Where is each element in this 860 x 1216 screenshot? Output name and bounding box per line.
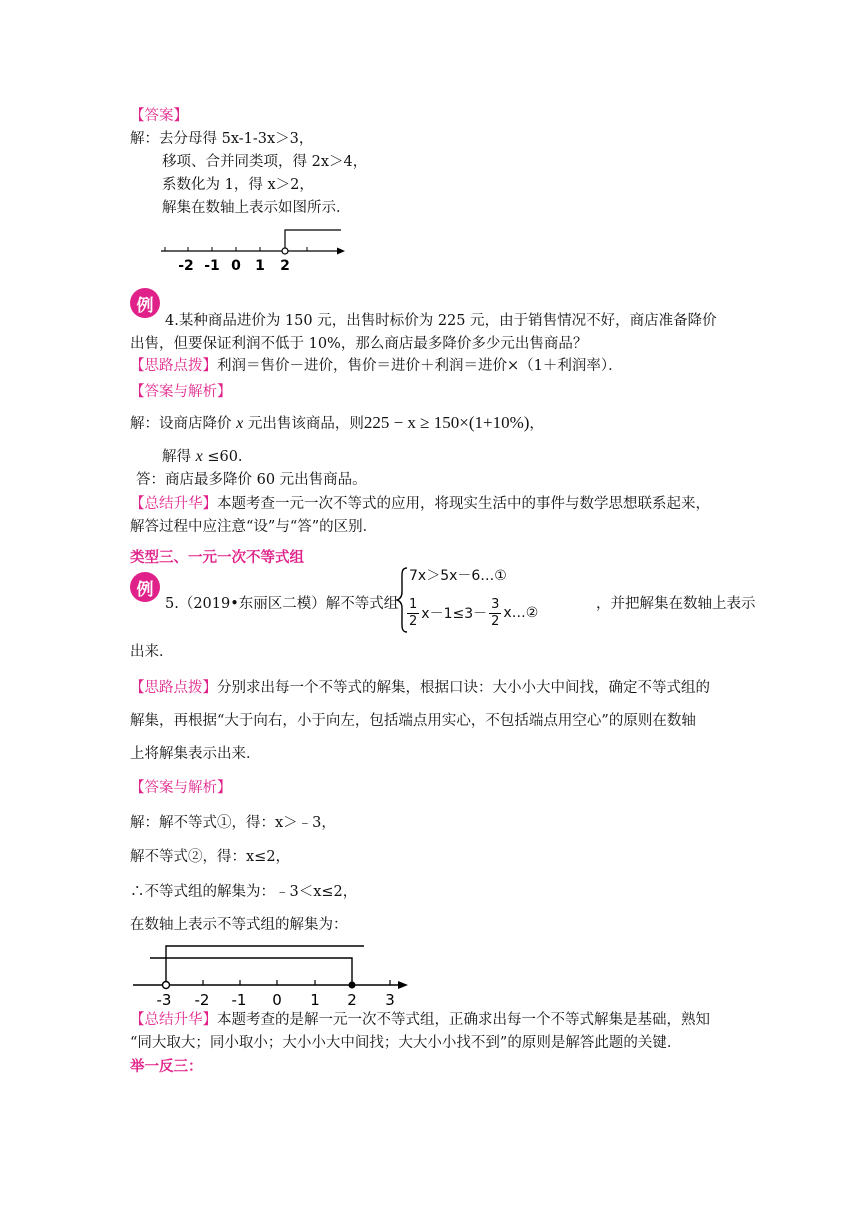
tick-label: 2 [347,991,357,1009]
summary-5-line-2: “同大取大；同小取小；大小小大中间找；大大小小找不到”的原则是解答此题的关键． [130,1035,682,1051]
inequality-2 [407,594,538,632]
fraction-numerator: 3 [491,596,500,612]
inequality-2-part-a: x－1≤3－ [421,606,488,622]
solution-text: ， [529,416,544,432]
variable-x: x [236,415,244,432]
fraction-denominator: 2 [491,613,500,629]
solution-text: 解：设商店降价 [130,416,232,432]
summary-4-line-2: 解答过程中应注意“设”与“答”的区别． [130,519,378,535]
solution-5-line-4: 在数轴上表示不等式组的解集为： [130,917,348,933]
answer-line-4: 解集在数轴上表示如图所示． [162,200,351,216]
footer-heading: 举一反三： [130,1059,203,1075]
open-endpoint [282,248,288,254]
inequality-2-part-b: x…② [503,605,539,621]
hint-text: 分别求出每一个不等式的解集，根据口诀：大小小大中间找，确定不等式组的 [217,680,710,696]
number-line-2 [128,938,413,1010]
hint-4 [130,356,623,376]
fraction-three-halves [489,597,501,630]
fraction-numerator: 1 [409,596,418,612]
inequality-system [396,566,596,634]
question-5-text-end: 出来． [130,644,174,660]
solution-5-line-1: 解：解不等式①，得：x＞﹣3， [130,815,336,831]
hint-tag: 【思路点拨】 [130,680,217,696]
solution-5-line-3: ∴不等式组的解集为：﹣3＜x≤2， [130,884,358,900]
question-5-text-cont: ，并把解集在数轴上表示 [596,596,756,612]
tick-label: -1 [204,258,220,272]
tick-label: 1 [255,258,265,272]
inequality-expression: 225 − x ≥ 150×(1+10%) [363,413,530,432]
fraction-half [407,597,419,630]
tick-label: -2 [178,258,194,272]
example-badge-icon: 例 [130,288,160,318]
open-endpoint [163,982,170,989]
section-heading: 类型三、一元一次不等式组 [130,550,304,566]
summary-tag: 【总结升华】 [130,1012,217,1028]
summary-text: 本题考查一元一次不等式的应用，将现实生活中的事件与数学思想联系起来， [217,496,710,512]
solution-text: 解得 [162,449,191,465]
tick-label: -2 [194,991,210,1009]
summary-tag: 【总结升华】 [130,496,217,512]
solution-4-line-3: 答：商店最多降价 60 元出售商品。 [136,472,367,488]
answer-line-2: 移项、合并同类项，得 2x＞4， [162,154,368,170]
answer-line-3: 系数化为 1，得 x＞2， [162,177,314,193]
inequality-1: 7x＞5x－6…① [409,568,507,584]
answer-analysis-tag: 【答案与解析】 [130,780,232,796]
solution-4-line-2 [162,447,243,467]
solution-5-line-2: 解不等式②，得：x≤2， [130,849,291,865]
hint-5-line-1 [130,678,710,698]
solution-text: ≤60. [207,449,243,465]
question-5-text: 5.（2019•东丽区二模）解不等式组 [165,596,399,612]
answer-analysis-tag: 【答案与解析】 [130,384,232,400]
solution-4-line-1 [130,413,544,434]
tick-label: 0 [272,991,282,1009]
fraction-denominator: 2 [409,613,418,629]
hint-5-line-2: 解集，再根据“大于向右，小于向左，包括端点用实心，不包括端点用空心”的原则在数轴 [130,713,696,729]
solid-endpoint [349,982,356,989]
number-line-1 [155,222,355,272]
tick-label: 0 [231,258,241,272]
answer-line-1: 解：去分母得 5x-1-3x＞3， [130,131,314,147]
solution-text: 元出售该商品，则 [247,416,364,432]
question-4-line-1: 4.某种商品进价为 150 元，出售时标价为 225 元，由于销售情况不好，商店准备降价 [165,313,717,329]
tick-label: 3 [385,991,395,1009]
tick-label: -1 [231,991,247,1009]
hint-tag: 【思路点拨】 [130,358,217,374]
example-badge-icon: 例 [130,572,160,602]
tick-label: -3 [156,991,172,1009]
hint-5-line-3: 上将解集表示出来． [130,746,261,762]
variable-x: x [195,448,203,465]
answer-tag: 【答案】 [130,108,188,124]
tick-label: 1 [310,991,320,1009]
tick-label: 2 [280,258,290,272]
summary-5-line-1 [130,1010,710,1030]
summary-text: 本题考查的是解一元一次不等式组，正确求出每一个不等式解集是基础，熟知 [217,1012,710,1028]
question-4-line-2: 出售，但要保证利润不低于 10%，那么商店最多降价多少元出售商品？ [130,336,588,352]
hint-text: 利润＝售价－进价，售价＝进价＋利润＝进价×（1＋利润率）． [217,358,623,374]
summary-4-line-1 [130,494,710,514]
